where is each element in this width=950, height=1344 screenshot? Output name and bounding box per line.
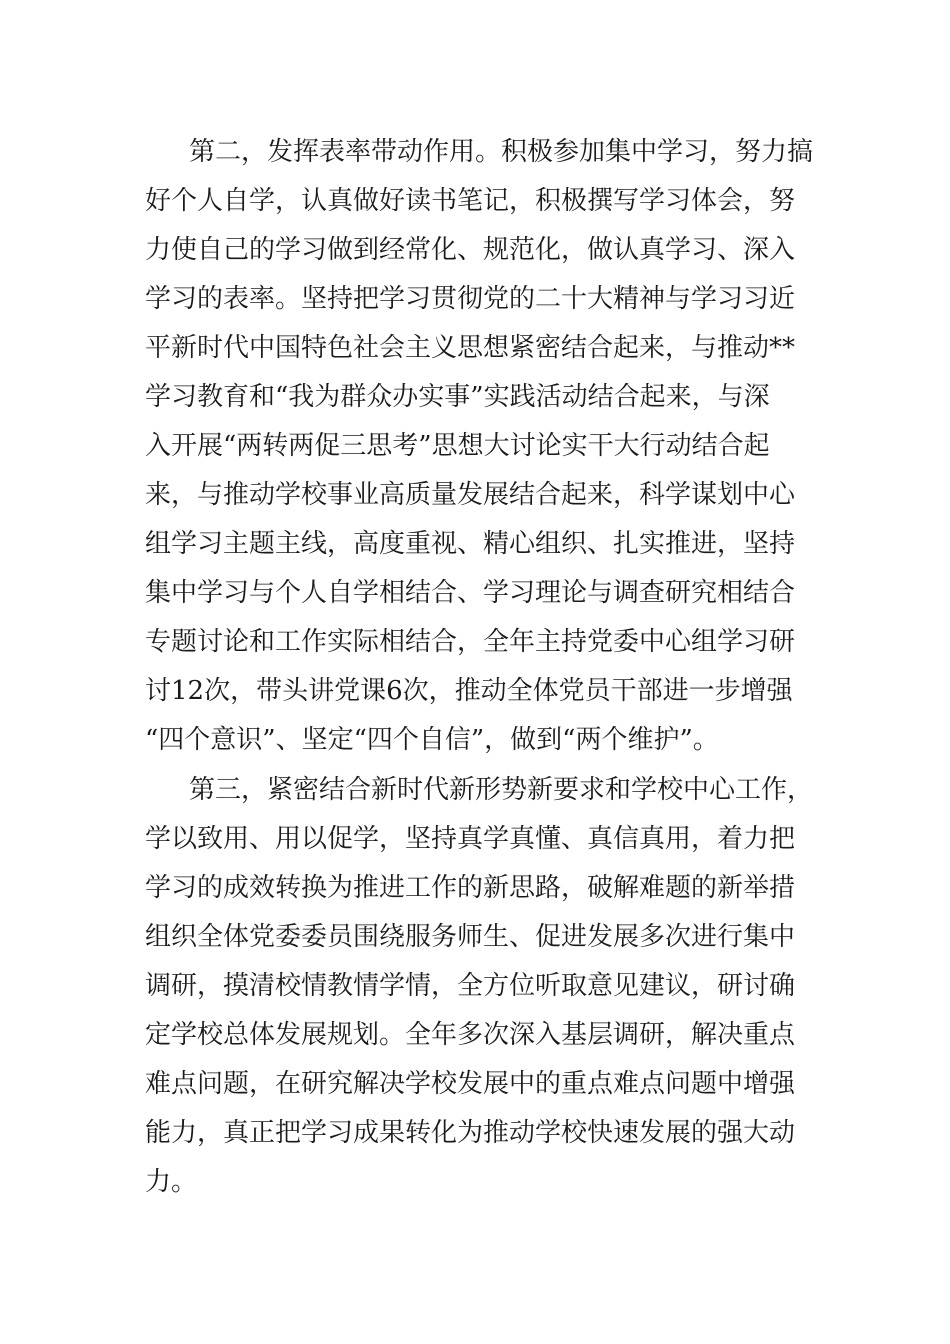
paragraph-line: 能力，真正把学习成果转化为推动学校快速发展的强大动: [145, 1118, 796, 1148]
paragraph-line: 集中学习与个人自学相结合、学习理论与调查研究相结合: [145, 578, 796, 608]
paragraph-line: 学习的成效转换为推进工作的新思路，破解难题的新举措: [145, 873, 796, 903]
paragraph-line: 调研，摸清校情教情学情，全方位听取意见建议，研讨确: [145, 971, 796, 1001]
document-body: [145, 128, 813, 1207]
paragraph-line: “四个意识”、坚定“四个自信”，做到“两个维护”。: [145, 725, 719, 755]
paragraph-line: 力使自己的学习做到经常化、规范化，做认真学习、深入: [145, 235, 796, 265]
paragraph-line: 平新时代中国特色社会主义思想紧密结合起来，与推动**: [145, 333, 796, 363]
paragraph-line: 好个人自学，认真做好读书笔记，积极撰写学习体会，努: [145, 186, 796, 216]
paragraph-line: 入开展“两转两促三思考”思想大讨论实干大行动结合起: [145, 431, 770, 461]
paragraph-line: 组学习主题主线，高度重视、精心组织、扎实推进，坚持: [145, 529, 796, 559]
paragraph-line: 学习教育和“我为群众办实事”实践活动结合起来，与深: [145, 382, 770, 412]
paragraph-line: 学习的表率。坚持把学习贯彻党的二十大精神与学习习近: [145, 284, 796, 314]
paragraph-line: 来，与推动学校事业高质量发展结合起来，科学谋划中心: [145, 480, 796, 510]
paragraph-line: 力。: [145, 1167, 198, 1197]
paragraph-line: 第二，发挥表率带动作用。积极参加集中学习，努力搞: [189, 137, 814, 167]
paragraph-second-point: [145, 128, 813, 765]
paragraph-line: 专题讨论和工作实际相结合，全年主持党委中心组学习研: [145, 627, 796, 657]
paragraph-line: 第三，紧密结合新时代新形势新要求和学校中心工作，: [189, 775, 814, 805]
paragraph-line: 学以致用、用以促学，坚持真学真懂、真信真用，着力把: [145, 824, 796, 854]
paragraph-line: 难点问题，在研究解决学校发展中的重点难点问题中增强: [145, 1069, 796, 1099]
paragraph-line: 组织全体党委委员围绕服务师生、促进发展多次进行集中: [145, 922, 796, 952]
paragraph-line: 定学校总体发展规划。全年多次深入基层调研，解决重点: [145, 1020, 796, 1050]
paragraph-line: 讨12次，带头讲党课6次，推动全体党员干部进一步增强: [145, 676, 793, 706]
paragraph-third-point: [145, 766, 813, 1207]
